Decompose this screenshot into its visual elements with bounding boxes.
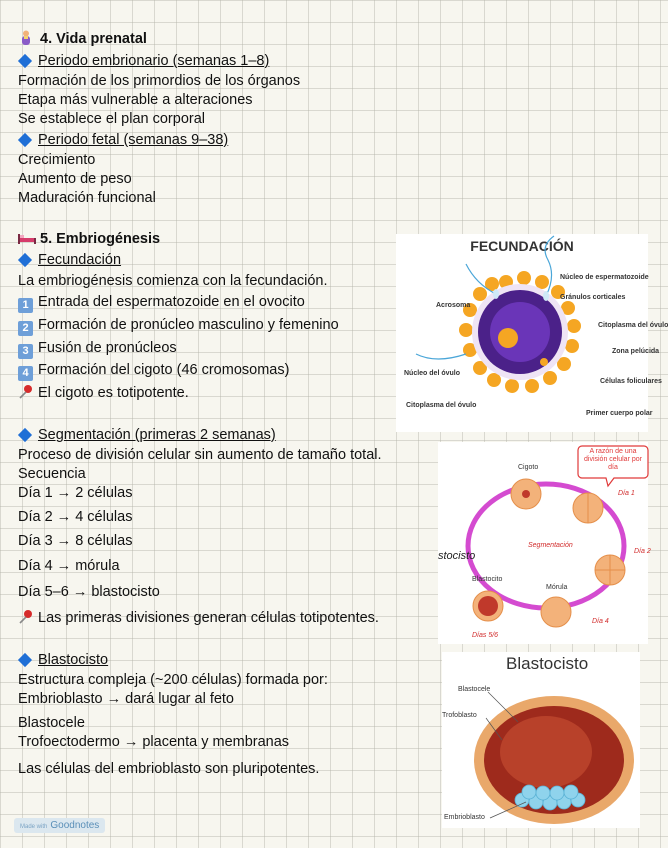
figure-label: Núcleo de espermatozoide [560, 274, 649, 281]
figure-label: Trofoblasto [442, 712, 477, 719]
list-item: 3 Fusión de pronúcleos [18, 339, 177, 359]
diamond-icon [18, 653, 32, 667]
speech-bubble: A razón de una división celular por día [584, 448, 642, 471]
text-line: Formación de los primordios de los órganos [18, 73, 301, 89]
pushpin-icon [18, 609, 34, 630]
blastocisto-figure [442, 652, 640, 828]
figure-label: Mórula [546, 584, 568, 591]
text-line: Las células del embrioblasto son pluripotentes. [18, 761, 320, 777]
text-line: Se establece el plan corporal [18, 111, 206, 127]
figure-label: Gránulos corticales [560, 294, 626, 301]
list-item: 4 Formación del cigoto (46 cromosomas) [18, 361, 289, 381]
figure-label: Primer cuerpo polar [586, 410, 653, 417]
list-item: 2 Formación de pronúcleo masculino y femenino [18, 316, 339, 336]
figure-label: Células foliculares [600, 378, 662, 385]
text-line: Embrioblasto → dará lugar al feto [18, 691, 234, 707]
figure-label: Segmentación [528, 542, 573, 549]
figure-title: FECUNDACIÓN [470, 238, 574, 254]
figure-label: Acrosoma [436, 302, 471, 309]
figure-label: stocisto [438, 550, 476, 562]
text-line: Día 2 → 4 células [18, 509, 133, 525]
figure-label: Citoplasma del óvulo [406, 402, 477, 409]
section-4-title: 4. Vida prenatal [18, 30, 147, 48]
figure-label: Cigoto [518, 464, 539, 471]
fecundacion-heading: Fecundación [18, 251, 121, 269]
figure-label: Blastocito [472, 576, 503, 583]
diamond-icon [18, 253, 32, 267]
segmentacion-figure [438, 442, 651, 644]
text-line: Día 3 → 8 células [18, 533, 133, 549]
diamond-icon [18, 133, 32, 147]
section-5-title: 5. Embriogénesis [18, 230, 160, 248]
bed-icon [18, 230, 36, 246]
text-line: Blastocele [18, 715, 85, 731]
figure-label: Núcleo del óvulo [404, 370, 461, 377]
fecundacion-figure [396, 234, 668, 432]
blastocyst-illustration [442, 652, 640, 828]
text-line: Día 1 → 2 células [18, 485, 133, 501]
blastocisto-heading: Blastocisto [18, 651, 108, 669]
embrionario-heading: Periodo embrionario (semanas 1–8) [18, 52, 269, 70]
text-line: Etapa más vulnerable a alteraciones [18, 92, 253, 108]
figure-label: Días 5/6 [472, 632, 499, 639]
figure-label: Zona pelúcida [612, 348, 660, 355]
baby-icon [18, 30, 36, 46]
figure-label: Blastocele [458, 686, 491, 693]
diamond-icon [18, 54, 32, 68]
goodnotes-watermark: Made with Goodnotes [14, 818, 105, 833]
diamond-icon [18, 428, 32, 442]
text-line: Día 4 → mórula [18, 558, 120, 574]
note-line: Las primeras divisiones generan células totipotentes. [18, 609, 379, 630]
text-line: Trofoectodermo → placenta y membranas [18, 734, 290, 750]
segmentacion-heading: Segmentación (primeras 2 semanas) [18, 426, 276, 444]
text-line: Crecimiento [18, 152, 96, 168]
fetal-heading: Periodo fetal (semanas 9–38) [18, 131, 228, 149]
text-line: Día 5–6 → blastocisto [18, 584, 160, 600]
figure-label: Día 4 [592, 618, 609, 625]
text-line: La embriogénesis comienza con la fecundación. [18, 273, 328, 289]
note-line: El cigoto es totipotente. [18, 384, 189, 405]
text-line: Maduración funcional [18, 190, 156, 206]
pushpin-icon [18, 384, 34, 405]
figure-label: Embrioblasto [444, 814, 485, 821]
text-line: Aumento de peso [18, 171, 132, 187]
text-line: Estructura compleja (~200 células) formada por: [18, 672, 328, 688]
list-item: 1 Entrada del espermatozoide en el ovocito [18, 293, 305, 313]
figure-label: Día 1 [618, 490, 635, 497]
text-line: Proceso de división celular sin aumento de tamaño total. [18, 447, 382, 463]
text-line: Secuencia [18, 466, 86, 482]
figure-label: Día 2 [634, 548, 651, 555]
figure-title: Blastocisto [506, 654, 589, 673]
figure-label: Citoplasma del óvulo [598, 322, 668, 329]
